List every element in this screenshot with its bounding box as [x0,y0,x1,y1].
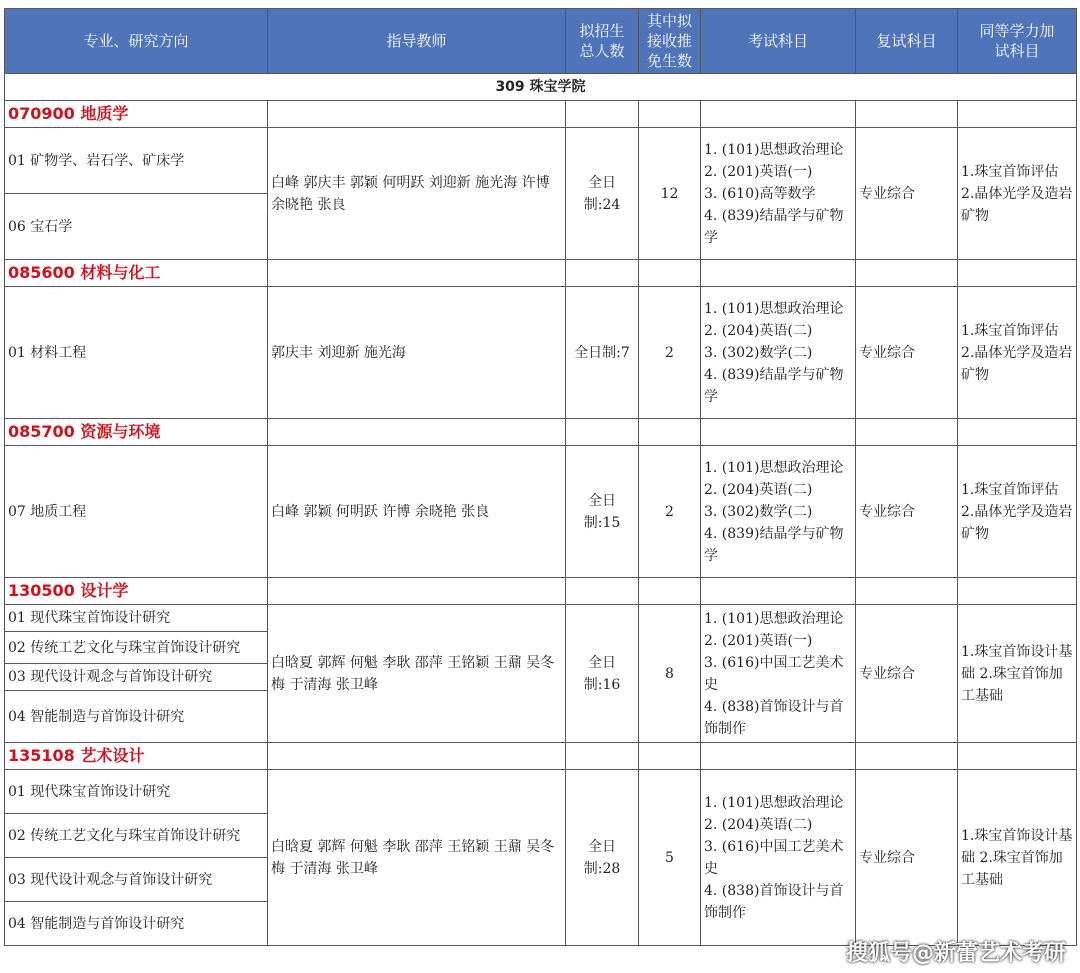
empty-cell [958,743,1077,770]
supervisor-list: 白晗夏 郭辉 何魁 李耿 邵萍 王铭颖 王鼐 吴冬梅 于清海 张卫峰 [268,605,566,743]
empty-cell [639,260,701,287]
retest-subject: 专业综合 [856,128,958,260]
header-major: 专业、研究方向 [5,9,268,74]
supervisor-list: 白晗夏 郭辉 何魁 李耿 邵萍 王铭颖 王鼐 吴冬梅 于清海 张卫峰 [268,770,566,946]
empty-cell [856,419,958,446]
tuimian-count: 8 [639,605,701,743]
exam-subjects: 1. (101)思想政治理论 2. (204)英语(二) 3. (616)中国工艺美术史 4. (838)首饰设计与首饰制作 [701,770,856,946]
empty-cell [701,419,856,446]
research-direction: 04 智能制造与首饰设计研究 [5,902,268,946]
research-direction: 01 材料工程 [5,287,268,419]
tuimian-count: 2 [639,446,701,578]
empty-cell [268,743,566,770]
enrollment-total: 全日制:28 [566,770,639,946]
header-teacher: 指导教师 [268,9,566,74]
research-direction: 07 地质工程 [5,446,268,578]
empty-cell [268,419,566,446]
extra-subjects: 1.珠宝首饰评估 2.晶体光学及造岩矿物 [958,446,1077,578]
empty-cell [639,743,701,770]
extra-subjects: 1.珠宝首饰评估 2.晶体光学及造岩矿物 [958,128,1077,260]
research-direction: 01 矿物学、岩石学、矿床学 [5,128,268,194]
retest-subject: 专业综合 [856,770,958,946]
header-tuimian: 其中拟接收推免生数 [639,9,701,74]
empty-cell [701,101,856,128]
admissions-table [4,8,1077,946]
empty-cell [268,578,566,605]
empty-cell [856,743,958,770]
research-direction: 01 现代珠宝首饰设计研究 [5,605,268,632]
empty-cell [566,260,639,287]
enrollment-total: 全日制:24 [566,128,639,260]
watermark: 搜狐号@新蕾艺术考研 [845,941,1066,966]
retest-subject: 专业综合 [856,605,958,743]
tuimian-count: 12 [639,128,701,260]
empty-cell [701,260,856,287]
college-title: 309 珠宝学院 [5,74,1077,101]
empty-cell [856,260,958,287]
empty-cell [268,260,566,287]
research-direction: 03 现代设计观念与首饰设计研究 [5,858,268,902]
empty-cell [566,101,639,128]
empty-cell [958,101,1077,128]
enrollment-total: 全日制:7 [566,287,639,419]
retest-subject: 专业综合 [856,287,958,419]
empty-cell [958,578,1077,605]
empty-cell [856,578,958,605]
major-title: 135108 艺术设计 [5,743,268,770]
enrollment-total: 全日制:15 [566,446,639,578]
extra-subjects: 1.珠宝首饰设计基础 2.珠宝首饰加工基础 [958,605,1077,743]
empty-cell [958,260,1077,287]
major-title: 130500 设计学 [5,578,268,605]
research-direction: 06 宝石学 [5,194,268,260]
empty-cell [958,419,1077,446]
extra-subjects: 1.珠宝首饰设计基础 2.珠宝首饰加工基础 [958,770,1077,946]
extra-subjects: 1.珠宝首饰评估 2.晶体光学及造岩矿物 [958,287,1077,419]
research-direction: 04 智能制造与首饰设计研究 [5,691,268,743]
exam-subjects: 1. (101)思想政治理论 2. (201)英语(一) 3. (610)高等数学 4. (839)结晶学与矿物学 [701,128,856,260]
supervisor-list: 郭庆丰 刘迎新 施光海 [268,287,566,419]
empty-cell [639,419,701,446]
header-total: 拟招生总人数 [566,9,639,74]
research-direction: 02 传统工艺文化与珠宝首饰设计研究 [5,632,268,664]
enrollment-total: 全日制:16 [566,605,639,743]
empty-cell [268,101,566,128]
major-title: 085600 材料与化工 [5,260,268,287]
retest-subject: 专业综合 [856,446,958,578]
exam-subjects: 1. (101)思想政治理论 2. (201)英语(一) 3. (616)中国工艺美术史 4. (838)首饰设计与首饰制作 [701,605,856,743]
supervisor-list: 白峰 郭颖 何明跃 许博 余晓艳 张良 [268,446,566,578]
header-retest: 复试科目 [856,9,958,74]
empty-cell [639,578,701,605]
empty-cell [856,101,958,128]
empty-cell [701,578,856,605]
tuimian-count: 2 [639,287,701,419]
empty-cell [566,419,639,446]
exam-subjects: 1. (101)思想政治理论 2. (204)英语(二) 3. (302)数学(二) 4. (839)结晶学与矿物学 [701,287,856,419]
empty-cell [566,578,639,605]
research-direction: 01 现代珠宝首饰设计研究 [5,770,268,814]
major-title: 085700 资源与环境 [5,419,268,446]
empty-cell [639,101,701,128]
header-exam: 考试科目 [701,9,856,74]
research-direction: 03 现代设计观念与首饰设计研究 [5,664,268,691]
tuimian-count: 5 [639,770,701,946]
empty-cell [566,743,639,770]
research-direction: 02 传统工艺文化与珠宝首饰设计研究 [5,814,268,858]
exam-subjects: 1. (101)思想政治理论 2. (204)英语(二) 3. (302)数学(二) 4. (839)结晶学与矿物学 [701,446,856,578]
major-title: 070900 地质学 [5,101,268,128]
empty-cell [701,743,856,770]
supervisor-list: 白峰 郭庆丰 郭颖 何明跃 刘迎新 施光海 许博 余晓艳 张良 [268,128,566,260]
header-extra: 同等学力加试科目 [958,9,1077,74]
